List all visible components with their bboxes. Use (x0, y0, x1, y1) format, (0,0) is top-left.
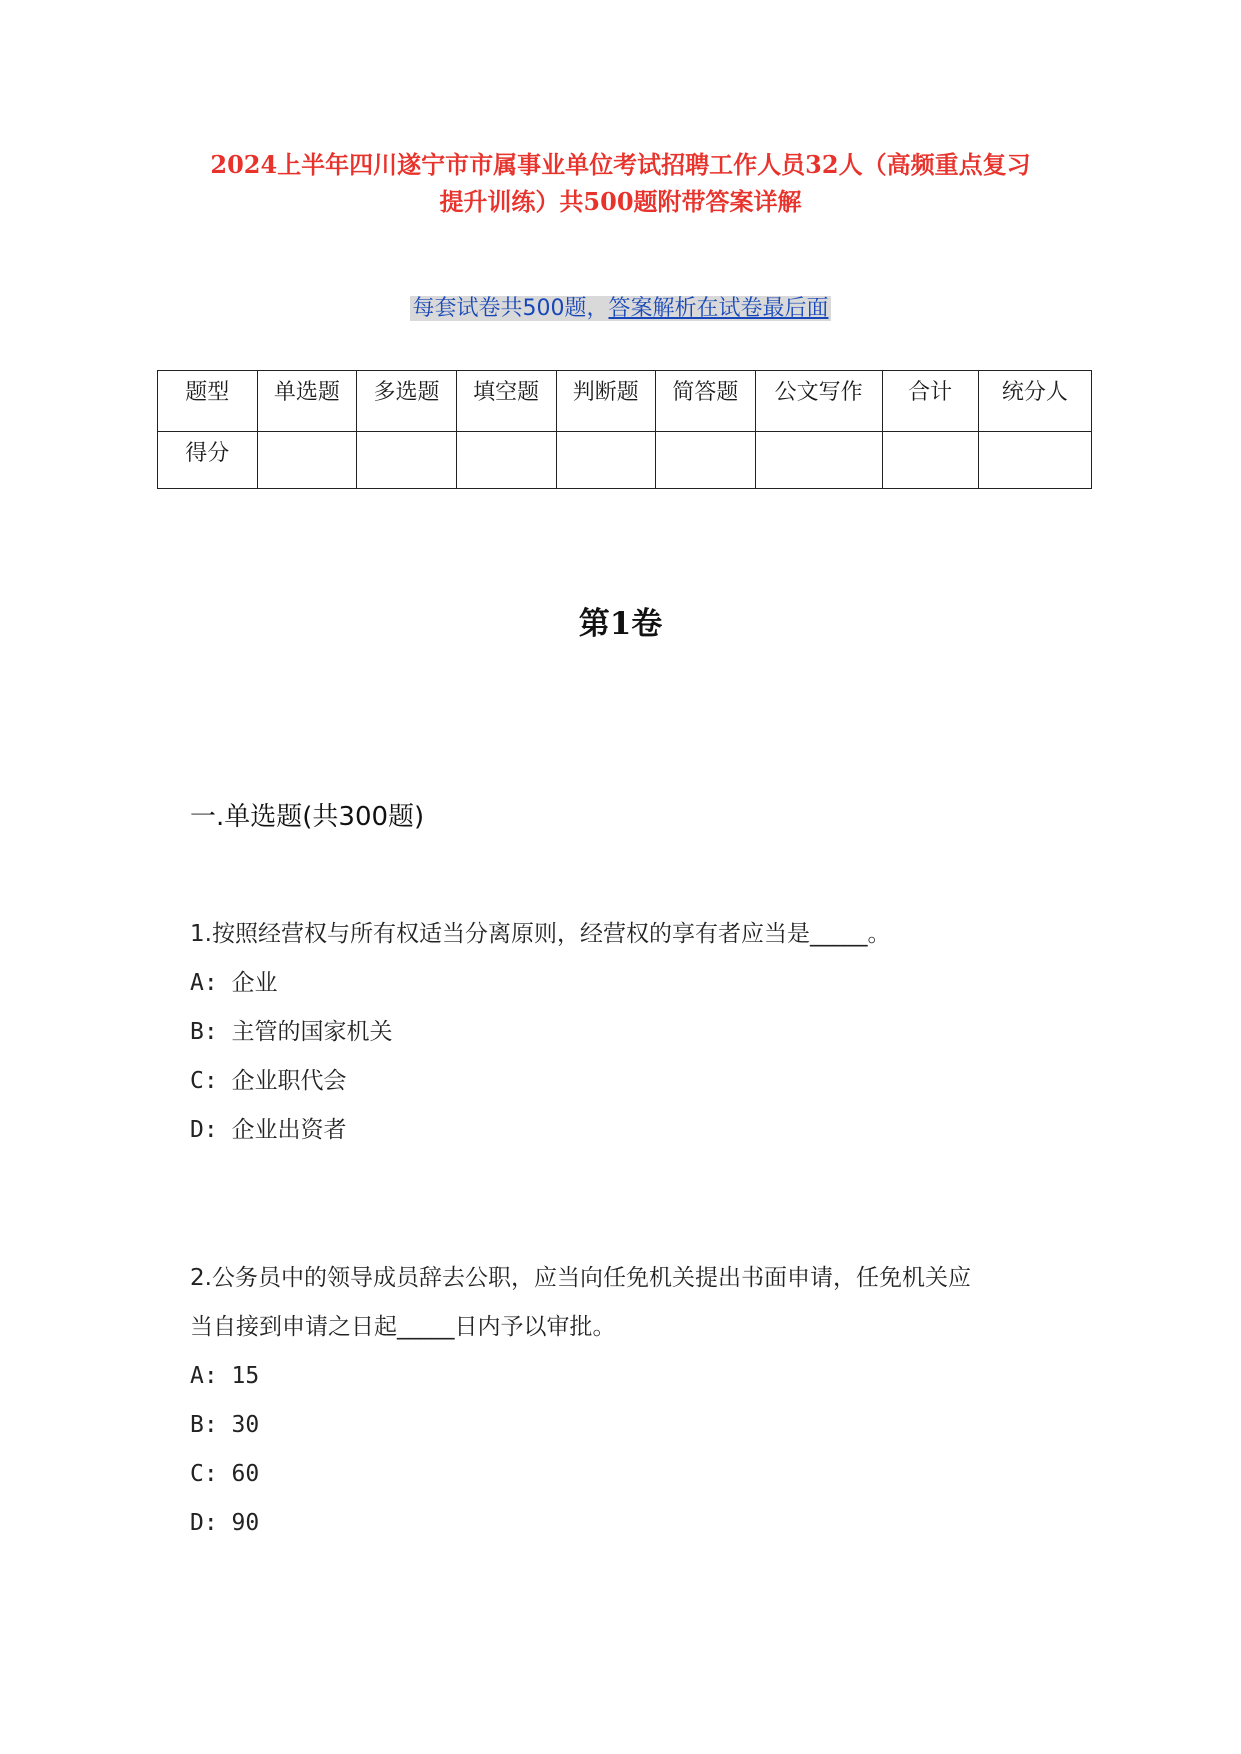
volume-title: 第1卷 (578, 606, 663, 642)
score-cell (257, 432, 357, 489)
table-header-cell: 公文写作 (755, 371, 882, 432)
document-title (150, 146, 1091, 220)
subtitle-part-1: 每套试卷共500题， (412, 296, 609, 321)
question-1 (190, 910, 890, 1155)
option-d: D: 企业出资者 (190, 1117, 347, 1143)
table-header-cell: 多选题 (357, 371, 457, 432)
score-cell (882, 432, 978, 489)
title-line-1: 2024上半年四川遂宁市市属事业单位考试招聘工作人员32人（高频重点复习 (210, 150, 1031, 179)
score-cell (656, 432, 756, 489)
score-cell (978, 432, 1091, 489)
score-cell (357, 432, 457, 489)
table-header-cell: 统分人 (978, 371, 1091, 432)
score-cell (755, 432, 882, 489)
option-a: A: 企业 (190, 970, 278, 996)
score-table-score-row (158, 432, 1092, 489)
question-stem-continued: 当自接到申请之日起_____日内予以审批。 (190, 1314, 616, 1340)
table-header-cell: 题型 (158, 371, 258, 432)
question-stem: 2.公务员中的领导成员辞去公职，应当向任免机关提出书面申请，任免机关应 (190, 1265, 971, 1291)
option-b: B: 30 (190, 1412, 260, 1438)
title-line-2: 提升训练）共500题附带答案详解 (439, 187, 802, 216)
option-a: A: 15 (190, 1363, 260, 1389)
option-d: D: 90 (190, 1510, 260, 1536)
score-cell (456, 432, 556, 489)
score-table (157, 370, 1092, 489)
score-cell (556, 432, 656, 489)
subtitle-part-2: 答案解析在试卷最后面 (608, 296, 829, 321)
question-stem: 1.按照经营权与所有权适当分离原则，经营权的享有者应当是_____。 (190, 921, 891, 947)
score-row-label: 得分 (158, 432, 258, 489)
option-c: C: 企业职代会 (190, 1068, 347, 1094)
subtitle-block (0, 294, 1241, 324)
table-header-cell: 填空题 (456, 371, 556, 432)
subtitle (410, 296, 830, 321)
option-b: B: 主管的国家机关 (190, 1019, 393, 1045)
table-header-cell: 判断题 (556, 371, 656, 432)
question-2 (190, 1254, 971, 1548)
section-title: 一.单选题(共300题) (190, 802, 425, 832)
table-header-cell: 简答题 (656, 371, 756, 432)
table-header-cell: 合计 (882, 371, 978, 432)
score-table-header-row (158, 371, 1092, 432)
table-header-cell: 单选题 (257, 371, 357, 432)
option-c: C: 60 (190, 1461, 260, 1487)
